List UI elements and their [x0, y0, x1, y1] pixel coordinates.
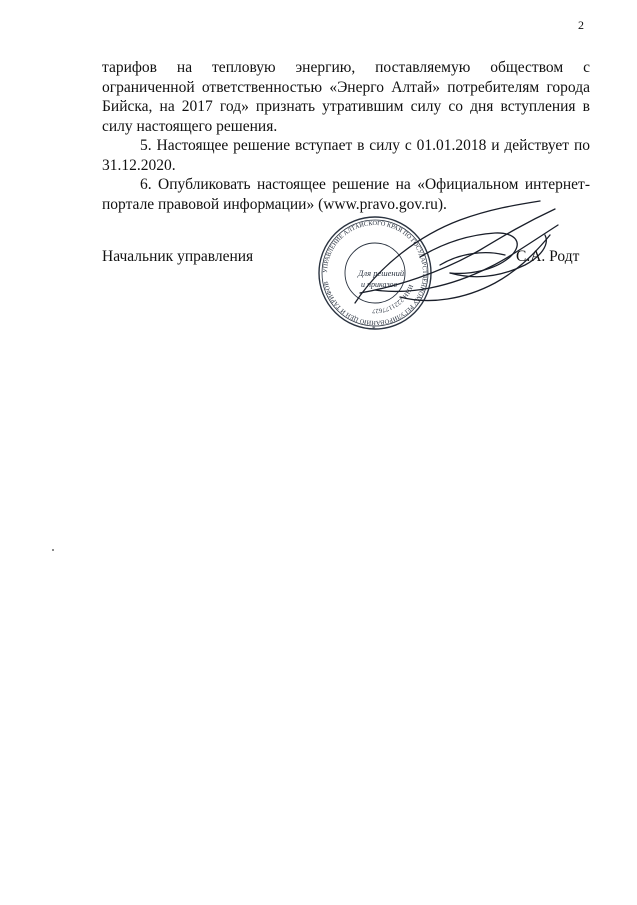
seal-inner-ring — [345, 243, 405, 303]
seal-inn-text: ИНН 2221177627 — [372, 283, 414, 315]
position-title: Начальник управления — [102, 248, 254, 265]
seal-outer-ring-inner — [322, 220, 428, 326]
page-number: 2 — [578, 18, 584, 32]
seal-outer-ring — [319, 217, 431, 329]
seal-center-line-2: и приказов — [361, 280, 398, 289]
seal-star: * — [372, 325, 376, 333]
paragraph-2: 5. Настоящее решение вступает в силу с 01.01.2018 и действует по 31.12.2020. — [102, 137, 590, 174]
paragraph-3: 6. Опубликовать настоящее решение на «Официальном интернет-портале правовой информации» (www.pravo.gov.ru). — [102, 176, 590, 213]
document-body — [102, 58, 590, 214]
stamp-and-signature — [300, 195, 600, 345]
scan-dot — [52, 549, 54, 551]
seal-center-line-1: Для решений — [358, 268, 405, 278]
signer-name: С.А. Родт — [516, 248, 580, 265]
handwritten-signature — [355, 201, 558, 303]
paragraph-1: тарифов на тепловую энергию, поставляемую обществом с ограниченной ответственностью «Энерго Алтай» потребителям города Бийска, на 2017 год» признать утратившим силу со дня вступления в силу настоящего решения. — [102, 59, 590, 135]
official-seal — [319, 217, 431, 333]
seal-ring-text: УПРАВЛЕНИЕ АЛТАЙСКОГО КРАЯ ПО ГОСУДАРСТВЕННОМУ РЕГУЛИРОВАНИЮ ЦЕН И ТАРИФОВ — [321, 219, 429, 327]
